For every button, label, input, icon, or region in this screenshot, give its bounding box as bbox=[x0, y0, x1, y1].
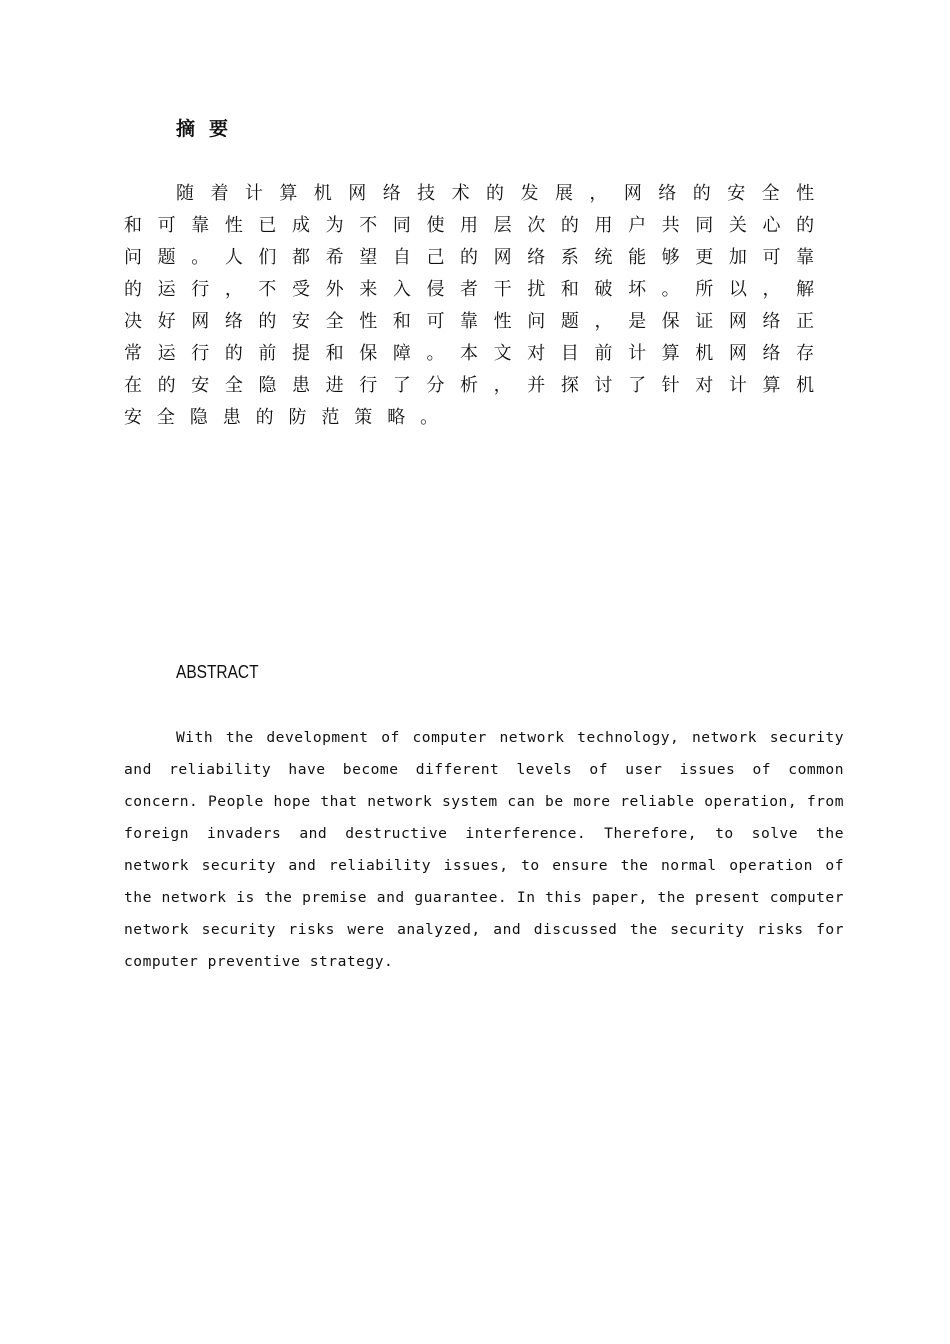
abstract-heading-english: ABSTRACT bbox=[176, 662, 259, 682]
abstract-heading-chinese: 摘要 bbox=[176, 118, 243, 140]
abstract-body-english: With the development of computer network technology, network security and reliability have become different levels of user issues of common concern. People hope that network system can be more reliable operation, from foreign invaders and destructive interference. Therefore, to solve the network security and reliability issues, to ensure the normal operation of the network is the premise and guarantee. In this paper, the present computer network security risks were analyzed, and discussed the security risks for computer preventive strategy. bbox=[124, 729, 844, 970]
abstract-body-chinese: 随着计算机网络技术的发展，网络的安全性和可靠性已成为不同使用层次的用户共同关心的问题。人们都希望自己的网络系统能够更加可靠的运行，不受外来入侵者干扰和破坏。所以，解决好网络的安全性和可靠性问题，是保证网络正常运行的前提和保障。本文对目前计算机网络存在的安全隐患进行了分析，并探讨了针对计算机安全隐患的防范策略。 bbox=[124, 183, 829, 428]
